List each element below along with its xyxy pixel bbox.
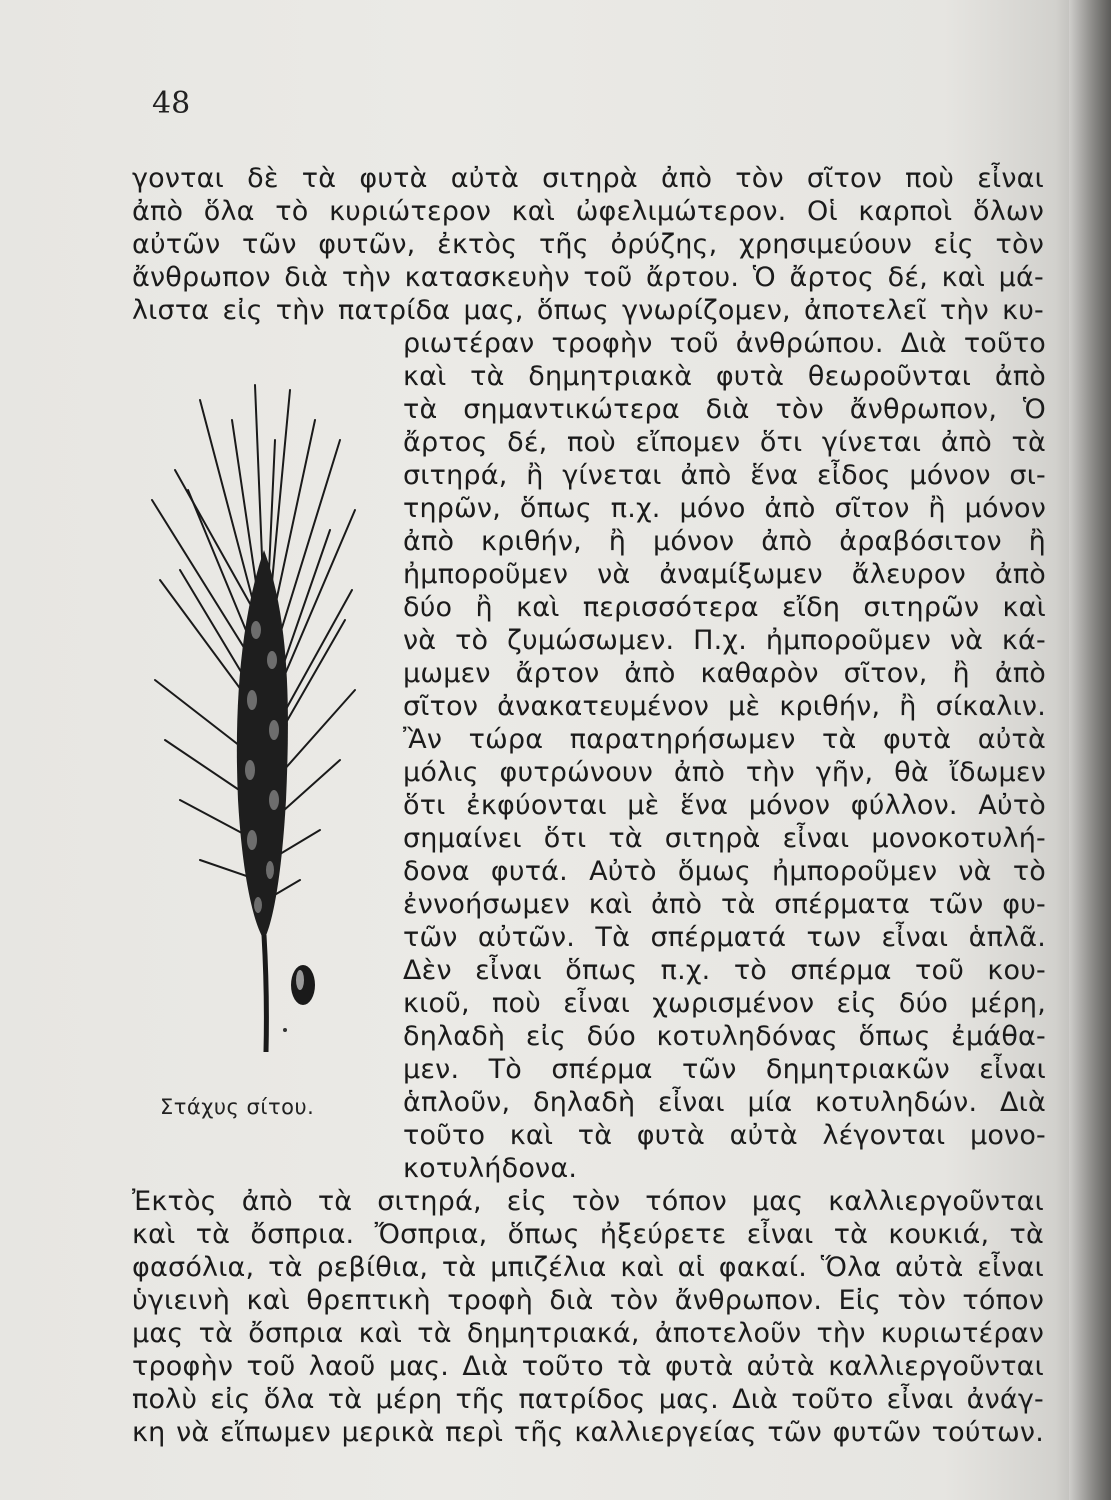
text-line: ἀπὸ κριθήν, ἢ μόνον ἀπὸ ἀραβόσιτον ἢ [403, 526, 1046, 557]
text-line: καὶ τὰ δημητριακὰ φυτὰ θεωροῦνται ἀπὸ [403, 361, 1046, 392]
text-line: τῶν αὐτῶν. Τὰ σπέρματά των εἶναι ἁπλᾶ. [403, 922, 1046, 953]
text-line: ριωτέραν τροφὴν τοῦ ἀνθρώπου. Διὰ τοῦτο [403, 328, 1046, 359]
text-line: μας τὰ ὄσπρια καὶ τὰ δημητριακά, ἀποτελοῦν τὴν κυριωτέραν [132, 1318, 1044, 1349]
text-line: ἠμποροῦμεν νὰ ἀναμίξωμεν ἄλευρον ἀπὸ [403, 559, 1046, 590]
figure-caption: Στάχυς σίτου. [160, 1095, 315, 1119]
text-line: ἁπλοῦν, δηλαδὴ εἶναι μία κοτυληδών. Διὰ [403, 1087, 1046, 1118]
text-line: ἐννοήσωμεν καὶ ἀπὸ τὰ σπέρματα τῶν φυ- [403, 889, 1046, 920]
text-line: Ἂν τώρα παρατηρήσωμεν τὰ φυτὰ αὐτὰ [403, 724, 1046, 755]
text-line: λιστα εἰς τὴν πατρίδα μας, ὅπως γνωρίζομεν, ἀποτελεῖ τὴν κυ- [132, 295, 1044, 326]
text-line: τροφὴν τοῦ λαοῦ μας. Διὰ τοῦτο τὰ φυτὰ αὐτὰ καλλιεργοῦνται [132, 1351, 1044, 1382]
text-line: μεν. Τὸ σπέρμα τῶν δημητριακῶν εἶναι [403, 1054, 1046, 1085]
text-line: πολὺ εἰς ὅλα τὰ μέρη τῆς πατρίδος μας. Διὰ τοῦτο εἶναι ἀνάγ- [132, 1384, 1044, 1415]
text-line: ὑγιεινὴ καὶ θρεπτικὴ τροφὴ διὰ τὸν ἄνθρωπον. Εἰς τὸν τόπον [132, 1285, 1044, 1316]
book-spine-shadow [1069, 0, 1111, 1500]
wheat-ear-drawing [140, 380, 370, 1080]
text-line: μόλις φυτρώνουν ἀπὸ τὴν γῆν, θὰ ἴδωμεν [403, 757, 1046, 788]
text-line: δονα φυτά. Αὐτὸ ὅμως ἠμποροῦμεν νὰ τὸ [403, 856, 1046, 887]
text-line: ἀπὸ ὅλα τὸ κυριώτερον καὶ ὠφελιμώτερον. Οἱ καρποὶ ὅλων [132, 196, 1044, 227]
text-line: τοῦτο καὶ τὰ φυτὰ αὐτὰ λέγονται μονο- [403, 1120, 1046, 1151]
text-line: δηλαδὴ εἰς δύο κοτυληδόνας ὅπως ἐμάθα- [403, 1021, 1046, 1052]
text-line: ἄνθρωπον διὰ τὴν κατασκευὴν τοῦ ἄρτου. Ὁ ἄρτος δέ, καὶ μά- [132, 262, 1044, 293]
text-line: γονται δὲ τὰ φυτὰ αὐτὰ σιτηρὰ ἀπὸ τὸν σῖτον ποὺ εἶναι [132, 163, 1044, 194]
text-line: αὐτῶν τῶν φυτῶν, ἐκτὸς τῆς ὀρύζης, χρησιμεύουν εἰς τὸν [132, 229, 1044, 260]
text-line: κοτυλήδονα. [403, 1153, 578, 1184]
text-line: κη νὰ εἴπωμεν μερικὰ περὶ τῆς καλλιεργείας τῶν φυτῶν τούτων. [132, 1417, 1044, 1448]
text-line: σῖτον ἀνακατευμένον μὲ κριθήν, ἢ σίκαλιν. [403, 691, 1046, 722]
text-line: Δὲν εἶναι ὅπως π.χ. τὸ σπέρμα τοῦ κου- [403, 955, 1046, 986]
text-line: ὅτι ἐκφύονται μὲ ἕνα μόνον φύλλον. Αὐτὸ [403, 790, 1046, 821]
text-line: σιτηρά, ἢ γίνεται ἀπὸ ἕνα εἶδος μόνον σι- [403, 460, 1046, 491]
text-line: σημαίνει ὅτι τὰ σιτηρὰ εἶναι μονοκοτυλή- [403, 823, 1046, 854]
page-number: 48 [152, 86, 191, 121]
text-line: δύο ἢ καὶ περισσότερα εἴδη σιτηρῶν καὶ [403, 592, 1046, 623]
text-line: μωμεν ἄρτον ἀπὸ καθαρὸν σῖτον, ἢ ἀπὸ [403, 658, 1046, 689]
text-line: καὶ τὰ ὄσπρια. Ὄσπρια, ὅπως ἠξεύρετε εἶναι τὰ κουκιά, τὰ [132, 1219, 1044, 1250]
text-line: φασόλια, τὰ ρεβίθια, τὰ μπιζέλια καὶ αἱ φακαί. Ὅλα αὐτὰ εἶναι [132, 1252, 1044, 1283]
text-line: Ἐκτὸς ἀπὸ τὰ σιτηρά, εἰς τὸν τόπον μας καλλιεργοῦνται [132, 1186, 1044, 1217]
text-line: κιοῦ, ποὺ εἶναι χωρισμένον εἰς δύο μέρη, [403, 988, 1046, 1019]
text-line: νὰ τὸ ζυμώσωμεν. Π.χ. ἠμποροῦμεν νὰ κά- [403, 625, 1046, 656]
text-line: τηρῶν, ὅπως π.χ. μόνο ἀπὸ σῖτον ἢ μόνον [403, 493, 1046, 524]
text-line: ἄρτος δέ, ποὺ εἴπομεν ὅτι γίνεται ἀπὸ τὰ [403, 427, 1046, 458]
text-line: τὰ σημαντικώτερα διὰ τὸν ἄνθρωπον, Ὁ [403, 394, 1046, 425]
